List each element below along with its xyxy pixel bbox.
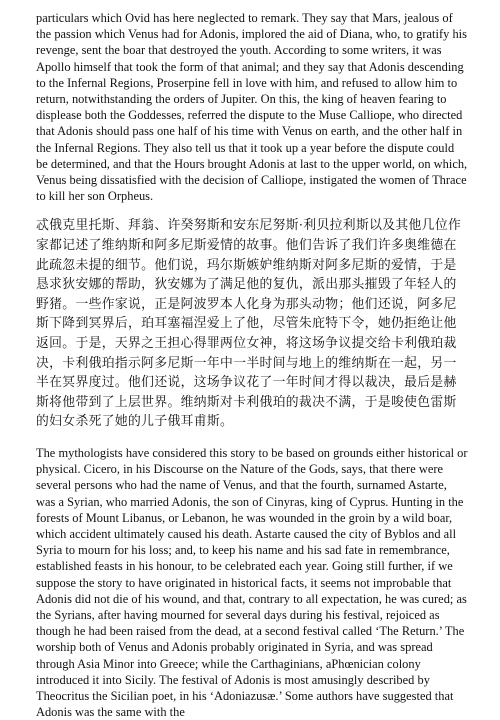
paragraph-chinese-translation: 忒俄克里托斯、拜翁、许癸努斯和安东尼努斯·利贝拉利斯以及其他几位作家都记述了维纳斯和阿多尼斯爱情的故事。他们告诉了我们许多奥维德在此疏忽未提的细节。他们说，玛尔斯嫉妒维纳斯对阿多尼斯的爱情，于是恳求狄安娜的帮助，狄安娜为了满足他的复仇，派出那头摧毁了年轻人的野猪。一些作家说，正是阿波罗本人化身为那头动物；他们还说，阿多尼斯下降到冥界后，珀耳塞福涅爱上了他，尽管朱庇特下令，她仍拒绝让他返回。于是，天界之王担心得罪两位女神，将这场争议提交给卡利俄珀裁决，卡利俄珀指示阿多尼斯一年中一半时间与地上的维纳斯在一起，另一半在冥界度过。他们还说，这场争议花了一年时间才得以裁决，最后是赫斯将他带到了上层世界。维纳斯对卡利俄珀的裁决不满，于是唆使色雷斯的妇女杀死了她的儿子俄耳甫斯。 — [36, 218, 462, 430]
paragraph-english-2: The mythologists have considered this story to be based on grounds either historical or physical. Cicero, in his Discourse on the Nature of the Gods, says, that there were several persons who had the name of Venus, and that the fourth, surnamed Astarte, was a Syrian, who married Adonis, the son of Cinyras, king of Cyprus. Hunting in the forests of Mount Libanus, or Lebanon, he was wounded in the groin by a wild boar, which accident ultimately caused his death. Astarte caused the city of Byblos and all Syria to mourn for his loss; and, to keep his name and his sad fate in remembrance, established feasts in his honour, to be celebrated each year. Going still further, if we suppose the story to have originated in historical facts, it seems not improbable that Adonis did not die of his wound, and that, contrary to all expectation, he was cured; as the Syrians, after having mourned for several days during his festival, rejoiced as though he had been raised from the dead, at a second festival called ‘The Return.’ The worship both of Venus and Adonis probably originated in Syria, and was spread through Asia Minor into Greece; while the Carthaginians, aPhœnician colony introduced it into Sicily. The festival of Adonis is most amusingly described by Theocritus the Sicilian poet, in his ‘Adoniazusæ.’ Some authors have suggested that Adonis was the same with the — [36, 445, 468, 720]
document-page — [36, 0, 468, 720]
paragraph-english-1: particulars which Ovid has here neglected to remark. They say that Mars, jealous of the passion which Venus had for Adonis, implored the aid of Diana, who, to gratify his revenge, sent the boar that destroyed the youth. According to some writers, it was Apollo himself that took the form of that animal; and they say that Adonis descending to the Infernal Regions, Proserpine fell in love with him, and refused to allow him to return, notwithstanding the orders of Jupiter. On this, the king of heaven fearing to displease both the Goddesses, referred the dispute to the Muse Calliope, who directed that Adonis should pass one half of his time with Venus on earth, and the other half in the Infernal Regions. They also tell us that it took up a year before the dispute could be determined, and that the Hours brought Adonis at last to the upper world, on which, Venus being dissatisfied with the decision of Calliope, instigated the women of Thrace to kill her son Orpheus. — [36, 11, 468, 204]
